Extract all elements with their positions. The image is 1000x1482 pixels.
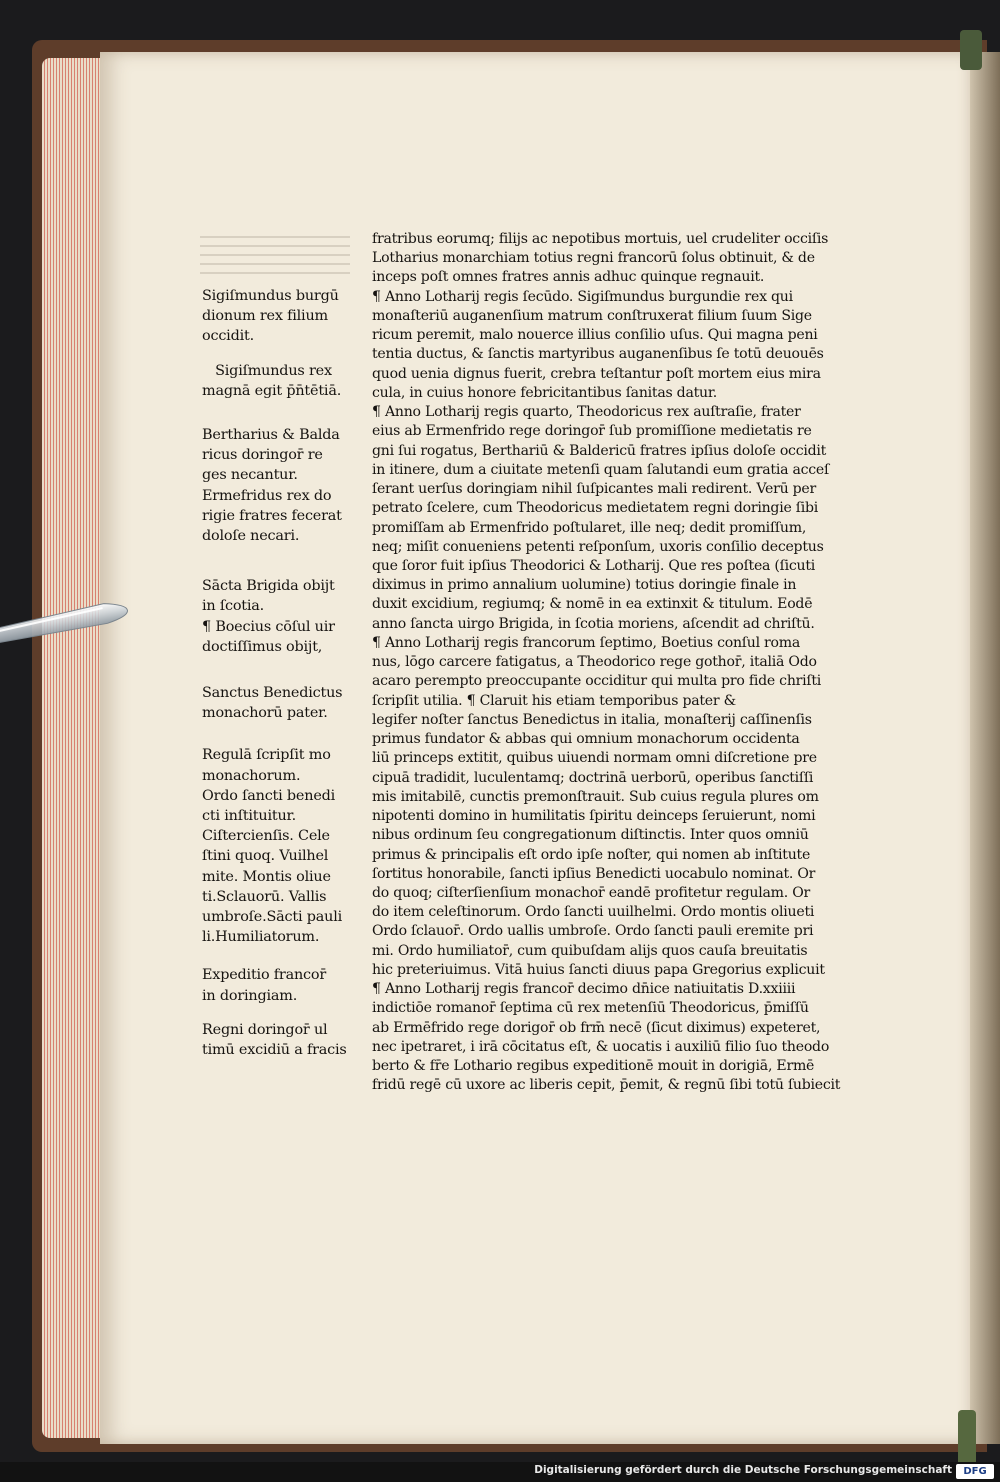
margin-note xyxy=(202,683,360,723)
margin-note-line: rigie fratres fecerat xyxy=(202,507,342,524)
text-line: do item celeſtinorum. Ordo ſancti uuilhelmi. Ordo montis oliueti xyxy=(372,904,815,921)
text-line: Lotharius monarchiam totius regni francorū ſolus obtinuit, & de xyxy=(372,250,815,267)
margin-note-line: umbroſe.Sācti pauli xyxy=(202,909,343,926)
text-line: nus, lōgo carcere fatigatus, a Theodorico rege gothor̄, italiā Odo xyxy=(372,654,817,671)
margin-note xyxy=(202,425,360,546)
text-line: eius ab Ermenfrido rege doringor̄ ſub promiſſione medietatis re xyxy=(372,423,812,440)
text-line: ſerant uerſus doringiam nihil ſuſpicantes mali redirent. Verū per xyxy=(372,481,816,498)
text-line: ¶ Anno Lotharij regis quarto, Theodoricus rex auſtraſie, frater xyxy=(372,404,801,421)
page-edges xyxy=(42,58,102,1438)
text-line: anno ſancta uirgo Brigida, in ſcotia moriens, aſcendit ad chriſtū. xyxy=(372,615,815,632)
text-line: ſortitus honorabile, ſancti ipſius Benedicti uocabulo nominat. Or xyxy=(372,865,816,882)
margin-note-line: Ermefridus rex do xyxy=(202,487,332,504)
text-line: cipuā tradidit, luculentamq; doctrinā uerborū, operibus ſanctiſſi xyxy=(372,769,814,786)
text-line: nipotenti domino in humilitatis ſpiritu deinceps ſeruierunt, nomi xyxy=(372,808,816,825)
margin-note-line: magnā egit p̄n̄tētiā. xyxy=(202,382,342,399)
margin-note-line: in doringiam. xyxy=(202,987,298,1004)
text-line: que ſoror fuit ipſius Theodorici & Lotharij. Que res poſtea (ſicuti xyxy=(372,557,816,574)
margin-note-line: doctiſſimus obijt, xyxy=(202,638,323,655)
text-line: ſcripſit utilia. ¶ Claruit his etiam temporibus pater & xyxy=(372,692,736,709)
margin-note xyxy=(202,576,360,657)
margin-note-line: mite. Montis oliue xyxy=(202,868,331,885)
text-line: ¶ Anno Lotharij regis francor̄ decimo dn̄ice natiuitatis D.xxiiii xyxy=(372,981,796,998)
text-line: ricum peremit, malo nouerce illius conſilio uſus. Qui magna peni xyxy=(372,327,818,344)
margin-note-line: monachorū pater. xyxy=(202,705,328,722)
margin-notes-column xyxy=(202,286,360,1060)
text-line: ¶ Anno Lotharij regis ſecūdo. Sigiſmundus burgundie rex qui xyxy=(372,288,793,305)
margin-note xyxy=(202,361,360,401)
text-line: gni ſui rogatus, Berthariū & Baldericū fratres ipſius doloſe occidit xyxy=(372,442,827,459)
funding-credit: Digitalisierung gefördert durch die Deutsche Forschungsgemeinschaft xyxy=(534,1464,952,1476)
margin-note-line: Expeditio francor̄ xyxy=(202,967,327,984)
margin-note-line: ges necantur. xyxy=(202,467,298,484)
text-line: neq; miſit conueniens petenti reſponſum, uxoris conſilio deceptus xyxy=(372,538,824,555)
margin-note-line: ricus doringor̄ re xyxy=(202,447,323,464)
text-line: duxit excidium, regiumq; & nomē in ea extinxit & titulum. Eodē xyxy=(372,596,813,613)
text-line: ¶ Anno Lotharij regis francorum ſeptimo, Boetius conſul roma xyxy=(372,634,801,651)
text-line: primus fundator & abbas qui omnium monachorum occidenta xyxy=(372,731,800,748)
margin-note-line: ¶ Boecius cōſul uir xyxy=(202,618,335,635)
text-line: ab Ermēfrido rege dorigor̄ ob frm̄ necē (ſicut diximus) expeteret, xyxy=(372,1019,821,1036)
text-line: inceps poſt omnes fratres annis adhuc quinque regnauit. xyxy=(372,269,765,286)
text-line: cula, in cuius honore febricitantibus ſanitas datur. xyxy=(372,384,718,401)
text-line: petrato ſcelere, cum Theodoricus medietatem regni doringie ſibi xyxy=(372,500,819,517)
margin-note-line: monachorum. xyxy=(202,767,301,784)
margin-note-line: Sācta Brigida obijt xyxy=(202,578,335,595)
margin-note-line: occidit. xyxy=(202,328,254,345)
text-line: do quoq; ciſterſienſium monachor̄ eandē profitetur regulam. Or xyxy=(372,884,811,901)
margin-note-line: Ordo ſancti benedi xyxy=(202,787,336,804)
margin-note-line: Ciſtercienſis. Cele xyxy=(202,828,330,845)
dfg-logo: DFG xyxy=(956,1464,994,1479)
text-line: fratribus eorumq; filijs ac nepotibus mortuis, uel crudeliter occiſis xyxy=(372,231,829,247)
margin-note xyxy=(202,965,360,1005)
text-line: mis imitabilē, cunctis premonſtrauit. Sub cuius regula plures om xyxy=(372,788,819,805)
margin-note-line: Sigiſmundus burgū xyxy=(202,288,339,304)
text-line: mi. Ordo humiliator̄, cum quibuſdam alijs quos cauſa breuitatis xyxy=(372,942,808,959)
text-line: promiſſam ab Ermenfrido poſtularet, ille neq; dedit promiſſum, xyxy=(372,519,807,536)
margin-note-line: Bertharius & Balda xyxy=(202,427,340,444)
text-line: legifer noſter ſanctus Benedictus in italia, monaſterij caſſinenſis xyxy=(372,711,812,728)
main-text-column xyxy=(372,230,872,1096)
text-line: berto & fr̄e Lothario regibus expeditionē mouit in dorigiā, Ermē xyxy=(372,1058,815,1075)
margin-note-line: timū excidiū a fracis xyxy=(202,1042,347,1059)
text-line: indictiōe romanor̄ ſeptima cū rex metenſiū Theodoricus, p̄miſſū xyxy=(372,1000,809,1017)
margin-note xyxy=(202,1020,360,1060)
margin-note-line: ti.Sclauorū. Vallis xyxy=(202,888,327,905)
margin-note-line: li.Humiliatorum. xyxy=(202,929,320,946)
text-line: primus & principalis eſt ordo ipſe noſter, qui nomen ab inſtitute xyxy=(372,846,811,863)
text-line: diximus in primo annalium uolumine) totius doringie finale in xyxy=(372,577,797,594)
margin-note-line: doloſe necari. xyxy=(202,528,300,545)
margin-note-line: in ſcotia. xyxy=(202,598,265,615)
text-line: liū princeps extitit, quibus uiuendi normam omni diſcretione pre xyxy=(372,750,817,767)
margin-note-line: ſtini quoq. Vuilhel xyxy=(202,848,329,865)
margin-note-line: Regulā ſcripſit mo xyxy=(202,747,331,764)
text-line: in itinere, dum a ciuitate metenſi quam ſalutandi eum gratia acceſ xyxy=(372,461,829,478)
text-line: monaſteriū auganenſium matrum conſtruxerat filium ſuum Sige xyxy=(372,307,812,324)
text-line: nec ipetraret, i irā cōcitatus eſt, & uocatis i auxiliū filio ſuo theodo xyxy=(372,1038,830,1055)
margin-note xyxy=(202,745,360,947)
text-line: Ordo ſclauor̄. Ordo uallis umbroſe. Ordo ſancti pauli eremite pri xyxy=(372,923,814,940)
text-line: nibus ordinum ſeu congregationum diſtinctis. Inter quos omniū xyxy=(372,827,809,844)
margin-note-line: dionum rex filium xyxy=(202,308,328,325)
margin-note-line: Sigiſmundus rex xyxy=(202,362,332,379)
page-gutter xyxy=(970,52,1000,1444)
margin-note-line: Regni doringor̄ ul xyxy=(202,1021,328,1038)
text-line: fridū regē cū uxore ac liberis cepit, p̄emit, & regnū ſibi totū ſubiecit xyxy=(372,1077,841,1094)
text-line: tentia ductus, & ſanctis martyribus auganenſibus ſe totū deuouēs xyxy=(372,346,824,363)
text-line: quod uenia dignus fuerit, crebra teſtantur poſt mortem eius mira xyxy=(372,365,821,382)
text-line: hic preteriuimus. Vitā huius ſancti diuus papa Gregorius explicuit xyxy=(372,961,825,978)
text-line: acaro perempto preoccupante occiditur qui multa pro fide chriſti xyxy=(372,673,822,690)
bookmark-ribbon xyxy=(960,30,982,70)
margin-note xyxy=(202,286,360,347)
margin-note-line: Sanctus Benedictus xyxy=(202,685,343,702)
bleed-through-text xyxy=(200,236,350,276)
footer-bar xyxy=(0,1462,1000,1482)
margin-note-line: cti inſtituitur. xyxy=(202,808,296,825)
